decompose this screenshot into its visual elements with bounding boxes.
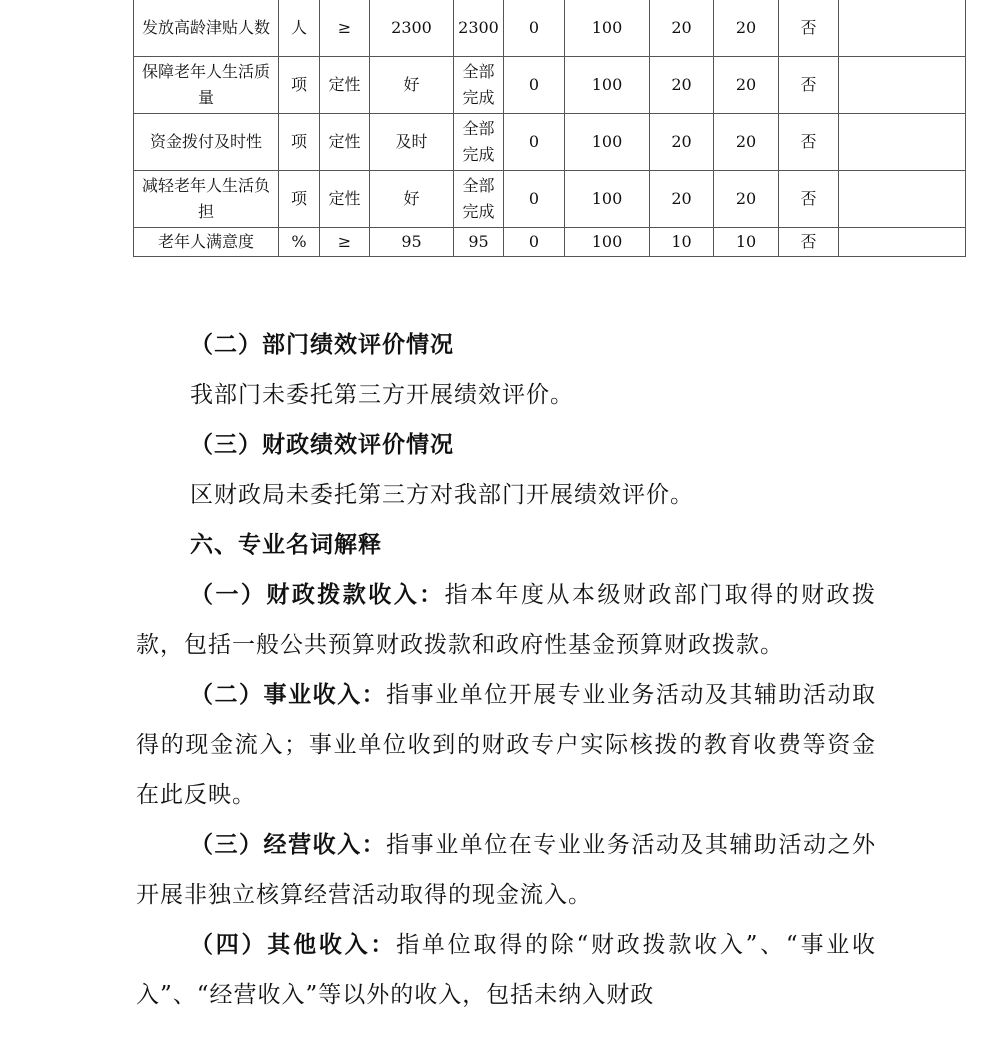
table-cell: 0 xyxy=(504,171,565,228)
paragraph xyxy=(136,370,876,420)
table-row xyxy=(134,228,966,257)
table-cell: 0 xyxy=(504,0,565,57)
table-cell: 20 xyxy=(714,114,779,171)
paragraph xyxy=(136,820,876,920)
paragraph xyxy=(136,570,876,670)
paragraph-text: 区财政局未委托第三方对我部门开展绩效评价。 xyxy=(190,482,694,508)
table-cell: 好 xyxy=(370,171,454,228)
table-cell: 定性 xyxy=(320,57,370,114)
table-cell: 项 xyxy=(279,57,320,114)
paragraph xyxy=(136,520,876,570)
table-cell: 项 xyxy=(279,114,320,171)
table-cell: 100 xyxy=(565,0,650,57)
paragraph-heading: （二）部门绩效评价情况 xyxy=(190,331,454,358)
paragraph-heading: （三）财政绩效评价情况 xyxy=(190,431,454,458)
table-cell xyxy=(839,57,966,114)
table-cell: 20 xyxy=(650,114,714,171)
table-cell: 人 xyxy=(279,0,320,57)
table-cell: 20 xyxy=(650,171,714,228)
paragraph xyxy=(136,670,876,820)
table-row xyxy=(134,171,966,228)
table-cell: 全部完成 xyxy=(454,114,504,171)
table-cell: 10 xyxy=(714,228,779,257)
table-cell xyxy=(839,171,966,228)
table-cell: 好 xyxy=(370,57,454,114)
table-row xyxy=(134,114,966,171)
paragraph-heading: （一）财政拨款收入： xyxy=(190,581,445,608)
table-cell: 95 xyxy=(370,228,454,257)
table-cell: 100 xyxy=(565,57,650,114)
table-cell: 2300 xyxy=(454,0,504,57)
table-cell: 20 xyxy=(714,0,779,57)
table-cell: 100 xyxy=(565,114,650,171)
document-body xyxy=(136,320,876,1020)
paragraph-heading: （二）事业收入： xyxy=(190,681,387,708)
paragraph-text: 指事业单位开展专业业务活动及其辅助活动取得的现金流入；事业单位收到的财政专户实际核拨的教育收费等资金在此反映。 xyxy=(136,682,877,808)
table-cell: 否 xyxy=(779,57,839,114)
table-cell: 减轻老年人生活负担 xyxy=(134,171,279,228)
table-cell: 否 xyxy=(779,114,839,171)
table-cell: 保障老年人生活质量 xyxy=(134,57,279,114)
table-cell: ≥ xyxy=(320,0,370,57)
table-cell: 95 xyxy=(454,228,504,257)
table-cell: 定性 xyxy=(320,171,370,228)
paragraph-text: 指事业单位在专业业务活动及其辅助活动之外开展非独立核算经营活动取得的现金流入。 xyxy=(136,832,877,908)
table-cell: 否 xyxy=(779,0,839,57)
paragraph-heading: （四）其他收入： xyxy=(190,931,397,958)
paragraph-text: 指本年度从本级财政部门取得的财政拨款，包括一般公共预算财政拨款和政府性基金预算财政拨款。 xyxy=(136,582,877,658)
table-cell: 全部完成 xyxy=(454,171,504,228)
table-cell: 老年人满意度 xyxy=(134,228,279,257)
performance-table xyxy=(133,0,966,257)
paragraph-text: 我部门未委托第三方开展绩效评价。 xyxy=(190,382,574,408)
table-cell: 0 xyxy=(504,114,565,171)
table-cell: 100 xyxy=(565,228,650,257)
table-cell: % xyxy=(279,228,320,257)
paragraph xyxy=(136,920,876,1020)
table-cell: 发放高龄津贴人数 xyxy=(134,0,279,57)
table-cell: 100 xyxy=(565,171,650,228)
paragraph xyxy=(136,320,876,370)
table-cell: ≥ xyxy=(320,228,370,257)
table-cell xyxy=(839,228,966,257)
paragraph xyxy=(136,420,876,470)
table-cell: 10 xyxy=(650,228,714,257)
paragraph xyxy=(136,470,876,520)
table-cell: 0 xyxy=(504,228,565,257)
table-cell: 2300 xyxy=(370,0,454,57)
table-cell: 全部完成 xyxy=(454,57,504,114)
paragraph-text: 指单位取得的除“财政拨款收入”、“事业收入”、“经营收入”等以外的收入，包括未纳入财政 xyxy=(136,932,876,1008)
table-cell: 0 xyxy=(504,57,565,114)
table-row xyxy=(134,0,966,57)
table-cell: 20 xyxy=(714,171,779,228)
table-cell: 20 xyxy=(650,57,714,114)
table-cell: 资金拨付及时性 xyxy=(134,114,279,171)
table-cell: 否 xyxy=(779,171,839,228)
table-cell xyxy=(839,0,966,57)
table-row xyxy=(134,57,966,114)
table-cell: 定性 xyxy=(320,114,370,171)
table-cell: 及时 xyxy=(370,114,454,171)
table-cell: 20 xyxy=(714,57,779,114)
paragraph-heading: 六、专业名词解释 xyxy=(190,531,382,558)
table-cell xyxy=(839,114,966,171)
table-cell: 否 xyxy=(779,228,839,257)
table-cell: 项 xyxy=(279,171,320,228)
table-cell: 20 xyxy=(650,0,714,57)
paragraph-heading: （三）经营收入： xyxy=(190,831,387,858)
